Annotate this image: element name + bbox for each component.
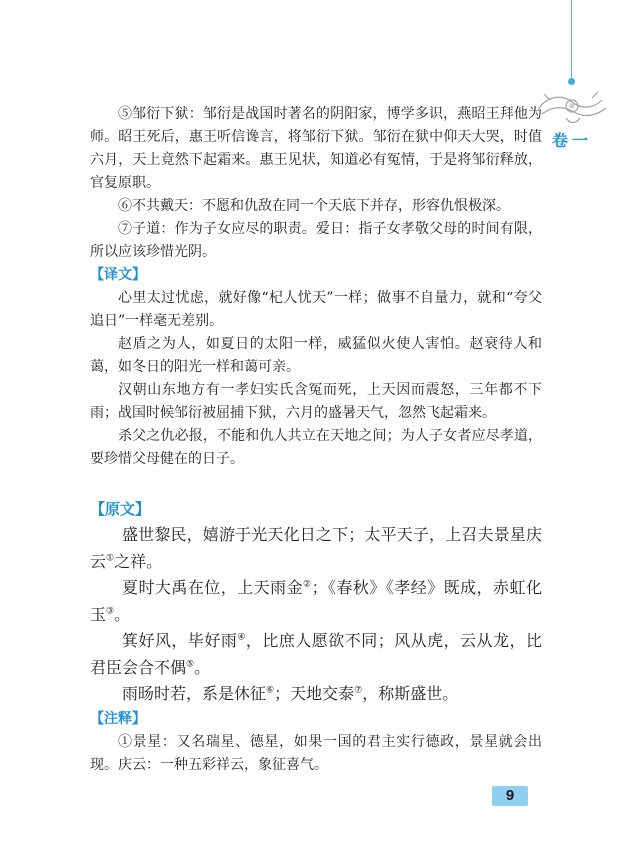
original-paragraph: 箕好风，毕好雨④，比庶人愿欲不同；风从虎，云从龙，比君臣会合不偶⑤。 — [90, 631, 542, 677]
dragon-ornament-icon — [532, 88, 612, 126]
notes-heading: 【注释】 — [90, 710, 146, 727]
translation-paragraph: 赵盾之为人，如夏日的太阳一样，威猛似火使人害怕。赵衰待人和蔼，如冬日的阳光一样和蔼可亲。 — [90, 336, 542, 375]
original-paragraph: 夏时大禹在位，上天雨金②；《春秋》《孝经》既成，赤虹化玉③。 — [90, 578, 542, 624]
note-paragraph: ①景星：又名瑞星、德星，如果一国的君主实行德政，景星就会出现。庆云：一种五彩祥云，象征喜气。 — [90, 733, 542, 773]
note-paragraph: ⑦子道：作为子女应尽的职责。爱日：指子女孝敬父母的时间有限，所以应该珍惜光阴。 — [90, 221, 542, 260]
main-text — [90, 103, 542, 777]
page-number: 9 — [492, 786, 528, 806]
translation-paragraph: 心里太过忧虑，就好像“杞人忧天”一样；做事不自量力，就和“夸父追日”一样毫无差别。 — [90, 290, 542, 329]
translation-heading: 【译文】 — [90, 267, 146, 283]
decorative-dot — [568, 78, 575, 85]
note-paragraph: ⑤邹衍下狱：邹衍是战国时著名的阴阳家，博学多识，燕昭王拜他为师。昭王死后，惠王听信谗言，将邹衍下狱。邹衍在狱中仰天大哭，时值六月，天上竟然下起霜来。惠王见状，知道必有冤情，于是将邹衍释放，官复原职。 — [90, 106, 542, 191]
note-paragraph: ⑥不共戴天：不愿和仇敌在同一个天底下并存，形容仇恨极深。 — [118, 198, 510, 214]
volume-label: 卷一 — [552, 131, 593, 150]
original-heading: 【原文】 — [90, 500, 151, 518]
original-paragraph: 雨旸时若，系是休征⑥；天地交泰⑦，称斯盛世。 — [122, 684, 459, 703]
translation-paragraph: 杀父之仇必报，不能和仇人共立在天地之间；为人子女者应尽孝道，要珍惜父母健在的日子。 — [90, 428, 542, 467]
translation-paragraph: 汉朝山东地方有一孝妇实氏含冤而死，上天因而震怒，三年都不下雨；战国时候邹衍被屈捕下狱，六月的盛暑天气，忽然飞起霜来。 — [90, 382, 542, 421]
original-paragraph: 盛世黎民，嬉游于光天化日之下；太平天子，上召夫景星庆云①之祥。 — [90, 525, 542, 571]
decorative-line — [571, 0, 572, 80]
